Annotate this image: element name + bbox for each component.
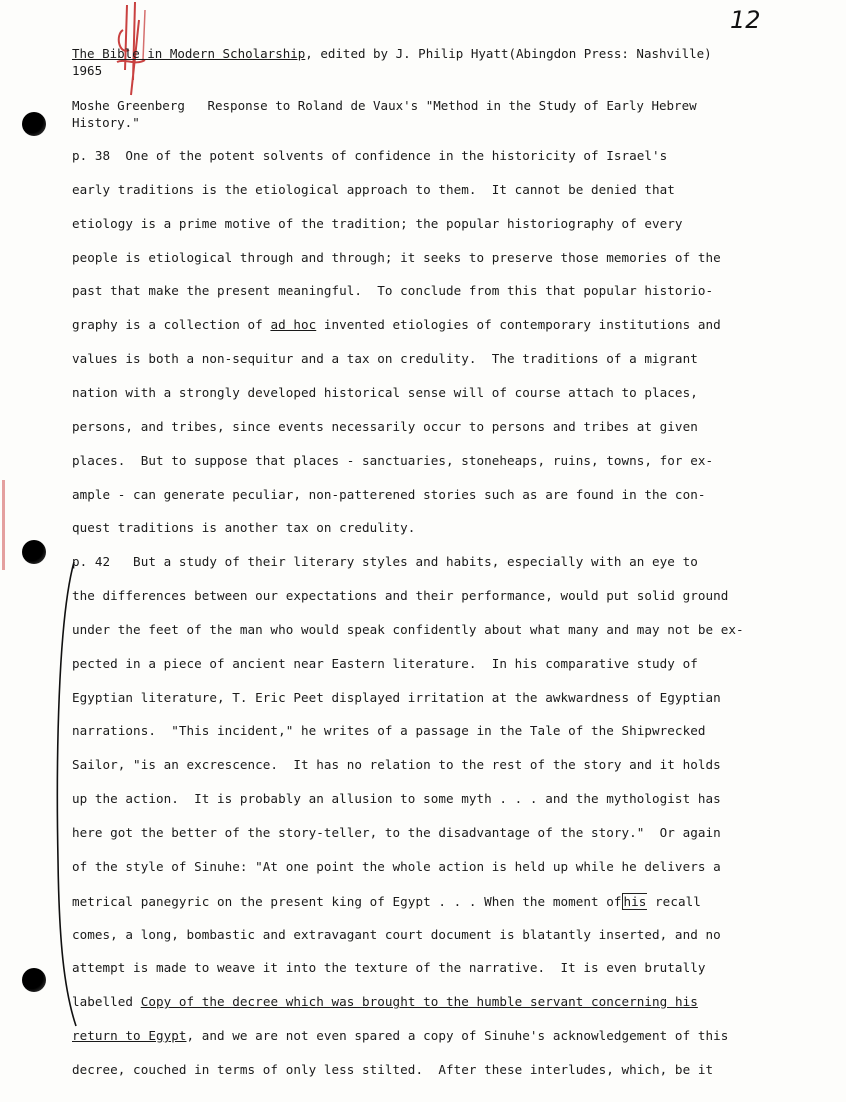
text-segment: of the style of Sinuhe: "At one point the whole action is held up while he delivers a [72,858,721,874]
text-segment: the differences between our expectations and their performance, would put solid ground [72,588,729,604]
text-segment: pected in a piece of ancient near Eastern literature. In his comparative study of [72,655,698,671]
text-segment: p. 38 One of the potent solvents of confidence in the historicity of Israel's [72,148,668,163]
punch-hole [22,540,46,564]
text-line [72,351,817,366]
text-segment: people is etiological through and through; it seeks to preserve those memories of the [72,249,721,265]
text-segment: early traditions is the etiological approach to them. It cannot be denied that [72,181,675,197]
underlined-text: ad hoc [270,317,317,333]
text-line [72,859,817,874]
text-line [72,520,817,535]
text-segment: persons, and tribes, since events necessarily occur to persons and tribes at given [72,418,698,434]
text-segment: quest traditions is another tax on credulity. [72,520,416,536]
response-title: Response to Roland de Vaux's "Method in the Study of Early Hebrew [184,98,697,113]
text-segment: places. But to suppose that places - sanctuaries, stoneheaps, ruins, towns, for ex- [72,452,714,468]
text-line [72,757,817,772]
text-segment: ample - can generate peculiar, non-patterened stories such as are found in the con- [72,486,706,502]
text-line [72,622,817,637]
response-header [72,97,812,131]
bracketed-text: his [623,893,647,909]
punch-hole [22,112,46,136]
page-number: 12 [730,6,761,34]
text-line [72,994,817,1009]
text-line [72,690,817,705]
text-line [72,419,817,434]
text-segment: p. 42 But a study of their literary styles and habits, especially with an eye to [72,554,698,570]
text-line [72,148,817,163]
text-segment: graphy is a collection of [72,317,271,333]
text-segment: up the action. It is probably an allusion to some myth . . . and the mythologist has [72,791,721,807]
text-segment: comes, a long, bombastic and extravagant court document is blatantly inserted, and no [72,926,721,942]
text-line [72,182,817,197]
text-segment: , and we are not even spared a copy of Sinuhe's acknowledgement of this [186,1028,729,1044]
text-segment: invented etiologies of contemporary institutions and [316,317,721,333]
text-line [72,960,817,975]
text-line [72,927,817,942]
text-line [72,1028,817,1043]
text-segment: Sailor, "is an excrescence. It has no relation to the rest of the story and it holds [72,757,721,773]
text-line [72,453,817,468]
citation-header [72,45,812,79]
text-line [72,893,817,910]
text-line [72,250,817,265]
text-segment: etiology is a prime motive of the tradition; the popular historiography of every [72,215,683,231]
text-line [72,385,817,400]
response-author: Moshe Greenberg [72,98,185,113]
text-segment: attempt is made to weave it into the texture of the narrative. It is even brutally [72,960,706,976]
margin-bracket-line [50,560,80,1030]
text-line [72,791,817,806]
text-line [72,216,817,231]
text-line [72,1062,817,1077]
text-segment: Egyptian literature, T. Eric Peet displayed irritation at the awkwardness of Egyptian [72,689,721,705]
margin-mark [2,480,5,570]
punch-hole [22,968,46,992]
text-segment: metrical panegyric on the present king of Egypt . . . When the moment of [72,893,622,909]
text-line [72,317,817,332]
text-line [72,487,817,502]
response-title-cont: History." [72,115,140,130]
text-segment: decree, couched in terms of only less stilted. After these interludes, which, be it [72,1061,714,1077]
text-line [72,825,817,840]
text-segment: nation with a strongly developed historical sense will of course attach to places, [72,384,698,400]
text-line [72,588,817,603]
text-segment: under the feet of the man who would speak confidently about what many and may not be ex- [72,621,744,637]
text-segment: narrations. "This incident," he writes of a passage in the Tale of the Shipwrecked [72,723,706,739]
text-line [72,723,817,738]
text-segment: recall [647,893,701,909]
text-segment: here got the better of the story-teller, to the disadvantage of the story." Or again [72,825,721,840]
text-segment: labelled [72,994,141,1010]
text-line [72,656,817,671]
citation-year: 1965 [72,63,103,78]
text-line [72,554,817,569]
underlined-text: Copy of the decree which was brought to the humble servant concerning his [140,994,698,1010]
book-title: The Bible in Modern Scholarship [72,46,306,61]
text-segment: values is both a non-sequitur and a tax on credulity. The traditions of a migrant [72,351,698,367]
citation-publisher: , edited by J. Philip Hyatt(Abingdon Press: Nashville) [305,46,712,61]
underlined-text: return to Egypt [72,1028,187,1044]
text-line [72,283,817,298]
text-segment: past that make the present meaningful. To conclude from this that popular historio- [72,283,714,299]
